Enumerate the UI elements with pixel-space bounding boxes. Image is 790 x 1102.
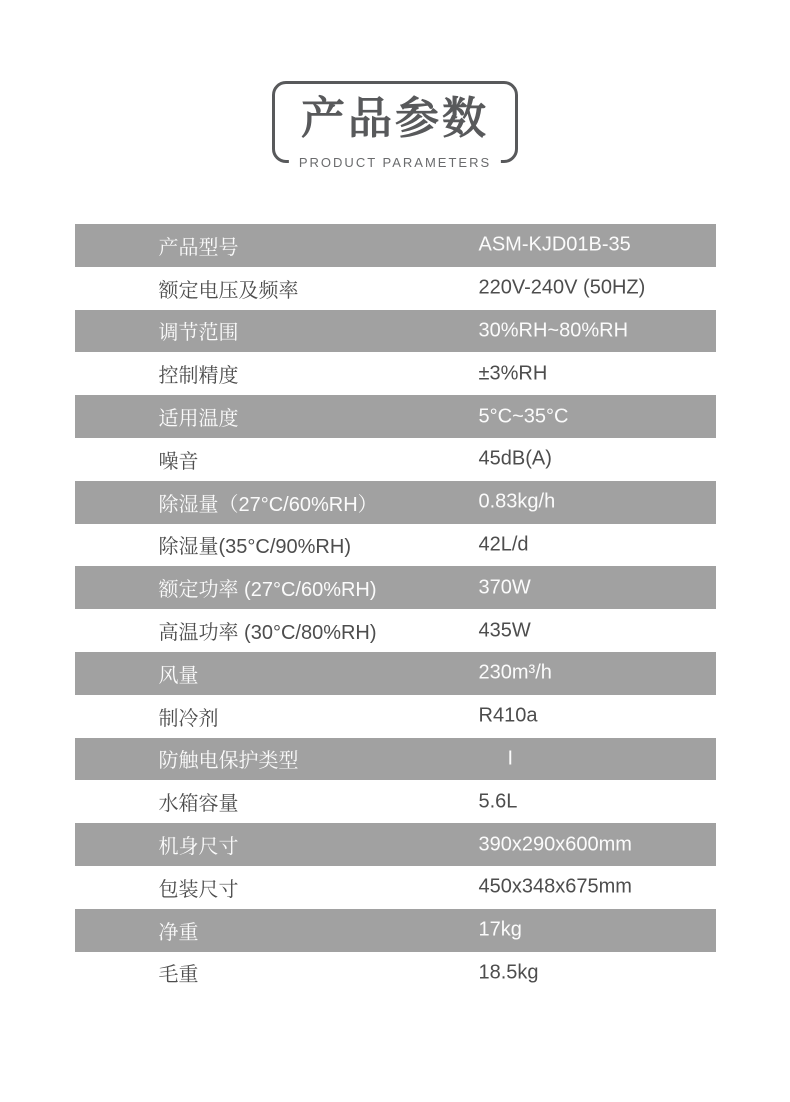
row-label: 制冷剂 [158,707,219,730]
row-label: 除湿量(35°C/90%RH) [158,536,351,559]
table-row [75,352,716,395]
row-value: 230m³/h [478,661,552,684]
row-label: 包装尺寸 [158,878,239,901]
table-row [75,609,716,652]
row-value: 42L/d [478,533,529,556]
row-value: 0.83kg/h [478,490,556,513]
row-label: 净重 [158,921,199,944]
row-value: 17kg [478,918,522,941]
row-label: 防触电保护类型 [158,750,299,773]
row-value: 5.6L [478,790,518,813]
row-label: 毛重 [158,964,199,987]
row-label: 调节范围 [158,322,239,345]
table-row [75,395,716,438]
table-row [75,224,716,267]
table-row [75,866,716,909]
row-value: 390x290x600mm [478,833,632,856]
row-value: 220V-240V (50HZ) [478,276,646,299]
table-row [75,438,716,481]
table-row [75,780,716,823]
row-value: 30%RH~80%RH [478,319,629,342]
table-row [75,738,716,781]
table-row [75,823,716,866]
row-value: 45dB(A) [478,447,552,470]
row-label: 产品型号 [158,236,239,259]
table-row [75,310,716,353]
row-label: 高温功率 (30°C/80%RH) [158,622,377,645]
section-title-badge [272,81,518,170]
row-value: ASM-KJD01B-35 [478,233,631,256]
table-row [75,909,716,952]
row-value: 450x348x675mm [478,875,632,898]
row-label: 额定电压及频率 [158,279,299,302]
row-value: I [507,747,514,770]
table-row [75,695,716,738]
product-parameters-page [0,81,790,1102]
table-row [75,566,716,609]
row-label: 控制精度 [158,365,239,388]
row-label: 机身尺寸 [158,836,239,859]
table-row [75,481,716,524]
section-title-english: PRODUCT PARAMETERS [289,155,501,170]
row-value: R410a [478,704,538,727]
row-label: 噪音 [158,450,199,473]
table-row [75,952,716,995]
row-value: 5°C~35°C [478,405,569,428]
row-label: 水箱容量 [158,793,239,816]
row-value: 18.5kg [478,961,539,984]
row-label: 除湿量（27°C/60%RH） [158,493,378,516]
row-label: 额定功率 (27°C/60%RH) [158,579,377,602]
section-title-chinese: 产品参数 [301,94,489,143]
row-value: 370W [478,576,531,599]
table-row [75,652,716,695]
row-label: 适用温度 [158,408,239,431]
table-row [75,524,716,567]
row-value: 435W [478,619,531,642]
row-value: ±3%RH [478,362,548,385]
table-row [75,267,716,310]
row-label: 风量 [158,664,199,687]
spec-table [75,224,716,994]
